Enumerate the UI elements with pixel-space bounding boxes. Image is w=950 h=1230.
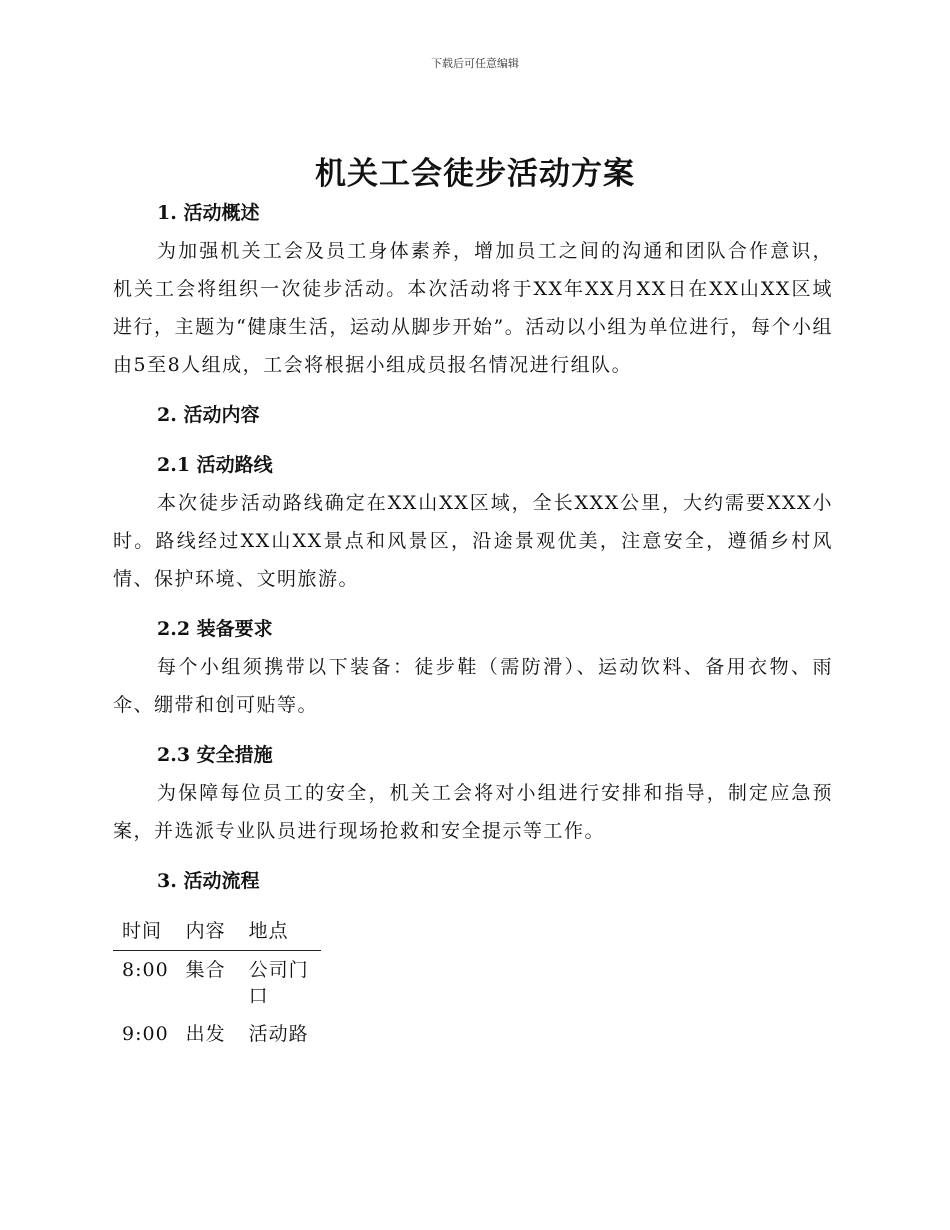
schedule-table-wrap <box>113 914 833 1053</box>
section-heading-schedule: 3. 活动流程 <box>157 870 260 892</box>
column-header-time: 时间 <box>113 914 177 951</box>
document-body <box>113 194 833 1053</box>
schedule-table <box>113 914 321 1053</box>
overview-paragraph: 为加强机关工会及员工身体素养，增加员工之间的沟通和团队合作意识，机关工会将组织一次徒步活动。本次活动将于XX年XX月XX日在XX山XX区域进行，主题为“健康生活，运动从脚步开始”。活动以小组为单位进行，每个小组由5至8人组成，工会将根据小组成员报名情况进行组队。 <box>113 240 833 376</box>
route-paragraph: 本次徒步活动路线确定在XX山XX区域，全长XXX公里，大约需要XXX小时。路线经过XX山XX景点和风景区，沿途景观优美，注意安全，遵循乡村风情、保护环境、文明旅游。 <box>113 492 833 590</box>
section-heading-equipment: 2.2 装备要求 <box>157 618 273 640</box>
cell-place: 公司门口 <box>248 959 309 1007</box>
document-title: 机关工会徒步活动方案 <box>315 156 635 192</box>
header-note: 下载后可任意编辑 <box>431 57 519 70</box>
table-row <box>113 1015 321 1053</box>
section-heading-safety: 2.3 安全措施 <box>157 744 273 766</box>
section-heading-overview: 1. 活动概述 <box>157 202 260 224</box>
equipment-paragraph: 每个小组须携带以下装备：徒步鞋（需防滑）、运动饮料、备用衣物、雨伞、绷带和创可贴等。 <box>113 656 833 716</box>
cell-content: 出发 <box>185 1023 226 1045</box>
section-heading-route: 2.1 活动路线 <box>157 454 273 476</box>
cell-content: 集合 <box>185 959 226 981</box>
column-header-content: 内容 <box>177 914 240 951</box>
safety-paragraph: 为保障每位员工的安全，机关工会将对小组进行安排和指导，制定应急预案，并选派专业队员进行现场抢救和安全提示等工作。 <box>113 782 833 842</box>
column-header-place: 地点 <box>240 914 321 951</box>
table-header-row <box>113 914 321 951</box>
cell-place: 活动路 <box>248 1023 309 1045</box>
cell-time: 8:00 <box>122 959 169 981</box>
section-heading-content: 2. 活动内容 <box>157 404 260 426</box>
cell-time: 9:00 <box>122 1023 169 1045</box>
table-row <box>113 951 321 1016</box>
